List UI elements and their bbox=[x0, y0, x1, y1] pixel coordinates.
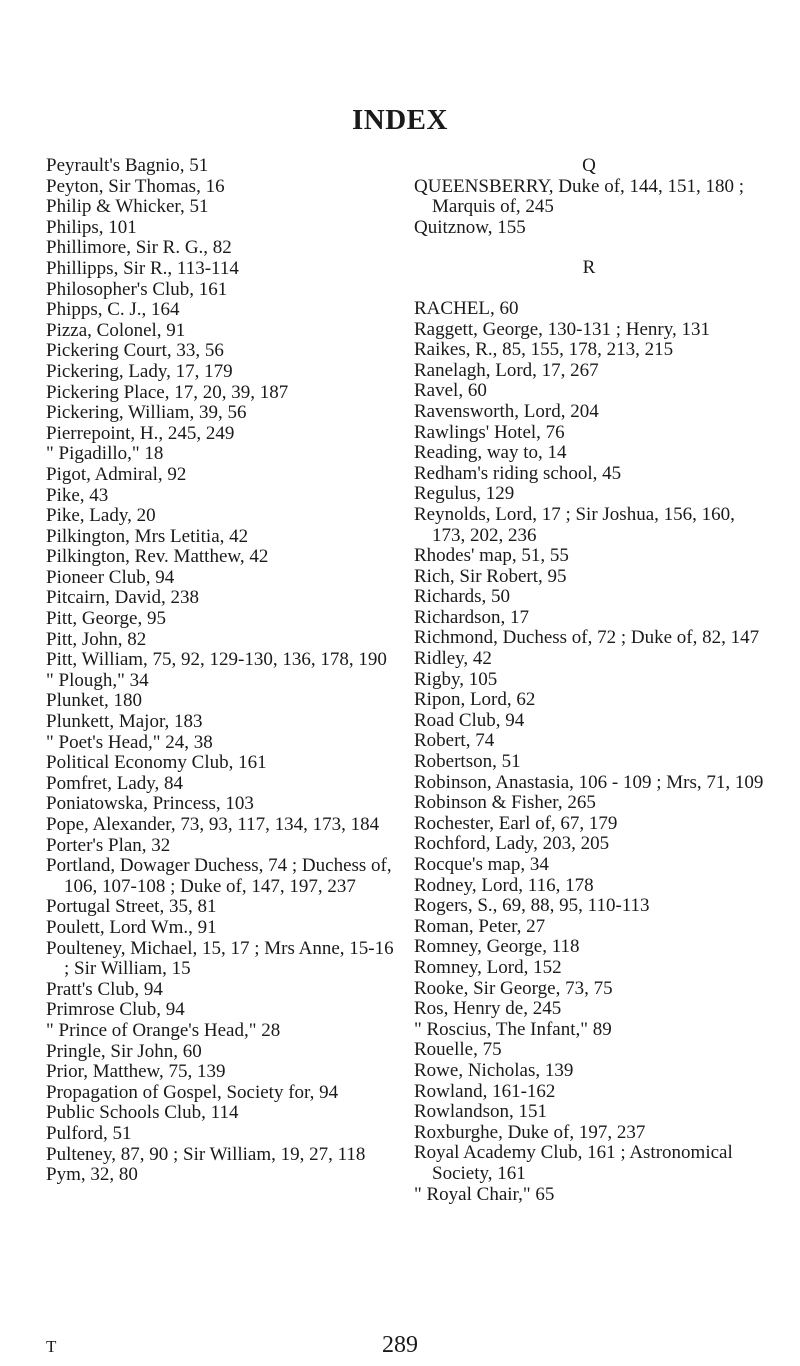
index-entry: Pickering Place, 17, 20, 39, 187 bbox=[46, 381, 289, 403]
index-entry: Pizza, Colonel, 91 bbox=[46, 319, 186, 341]
index-entry: Raggett, George, 130-131 ; Henry, 131 bbox=[414, 318, 711, 340]
index-entry: Rodney, Lord, 116, 178 bbox=[414, 874, 594, 896]
index-entry: Romney, George, 118 bbox=[414, 936, 580, 958]
index-entry: Rigby, 105 bbox=[414, 668, 498, 690]
index-entry: " Poet's Head," 24, 38 bbox=[46, 731, 213, 753]
index-entry: Rochester, Earl of, 67, 179 bbox=[414, 812, 618, 834]
index-entry: Pitcairn, David, 238 bbox=[46, 587, 200, 609]
index-column-left bbox=[46, 156, 398, 1186]
index-entry: Pigot, Admiral, 92 bbox=[46, 463, 187, 485]
index-entry: Pitt, William, 75, 92, 129-130, 136, 178, 190 bbox=[46, 649, 387, 671]
index-entry: Richards, 50 bbox=[414, 586, 511, 608]
index-entry: Ravensworth, Lord, 204 bbox=[414, 400, 599, 422]
index-entry: Pickering, William, 39, 56 bbox=[46, 402, 247, 424]
index-entry: Poniatowska, Princess, 103 bbox=[46, 793, 254, 815]
r-entries bbox=[414, 299, 764, 1205]
index-entry: " Plough," 34 bbox=[46, 669, 149, 691]
index-entry: Peyton, Sir Thomas, 16 bbox=[46, 175, 225, 197]
index-entry: Pike, 43 bbox=[46, 484, 109, 506]
index-entry: Roman, Peter, 27 bbox=[414, 915, 546, 937]
index-entry: Ros, Henry de, 245 bbox=[414, 998, 562, 1020]
index-entry: Romney, Lord, 152 bbox=[414, 956, 562, 978]
index-entry: Pomfret, Lady, 84 bbox=[46, 772, 184, 794]
index-entry: Rooke, Sir George, 73, 75 bbox=[414, 977, 613, 999]
index-entry: Pitt, George, 95 bbox=[46, 608, 166, 630]
index-entry: Pratt's Club, 94 bbox=[46, 978, 163, 1000]
index-entry: Rocque's map, 34 bbox=[414, 854, 549, 875]
index-entry: Rhodes' map, 51, 55 bbox=[414, 545, 569, 567]
index-entry: Propagation of Gospel, Society for, 94 bbox=[46, 1081, 339, 1103]
index-entry: Royal Academy Club, 161 ; Astronomical Society, 161 bbox=[414, 1142, 733, 1184]
index-entry: Pulteney, 87, 90 ; Sir William, 19, 27, 118 bbox=[46, 1143, 366, 1165]
index-entry: Pickering, Lady, 17, 179 bbox=[46, 360, 233, 382]
index-entry: Portland, Dowager Duchess, 74 ; Duchess of, 106, 107-108 ; Duke of, 147, 197, 237 bbox=[46, 855, 392, 897]
index-entry: Pierrepoint, H., 245, 249 bbox=[46, 422, 235, 444]
index-entry: Rowe, Nicholas, 139 bbox=[414, 1059, 574, 1081]
signature-mark: T bbox=[46, 1337, 57, 1356]
index-entry: Rochford, Lady, 203, 205 bbox=[414, 833, 610, 855]
index-entry: Pilkington, Mrs Letitia, 42 bbox=[46, 525, 249, 547]
index-entry: Ridley, 42 bbox=[414, 648, 492, 670]
index-entry: Pitt, John, 82 bbox=[46, 628, 147, 650]
page-number: 289 bbox=[382, 1332, 418, 1358]
index-entry: Pilkington, Rev. Matthew, 42 bbox=[46, 546, 269, 568]
index-entry: Regulus, 129 bbox=[414, 483, 515, 505]
index-entry: Roxburghe, Duke of, 197, 237 bbox=[414, 1121, 646, 1143]
index-entry: Pope, Alexander, 73, 93, 117, 134, 173, 184 bbox=[46, 814, 380, 835]
index-entry: RACHEL, 60 bbox=[414, 297, 519, 319]
index-entry: Porter's Plan, 32 bbox=[46, 834, 171, 856]
index-entry: Primrose Club, 94 bbox=[46, 999, 185, 1021]
page-title: INDEX bbox=[352, 104, 448, 136]
index-entry: Quitznow, 155 bbox=[414, 216, 526, 238]
index-entry: Rich, Sir Robert, 95 bbox=[414, 565, 567, 587]
index-entry: Ripon, Lord, 62 bbox=[414, 689, 536, 711]
section-letter-r: R bbox=[582, 257, 596, 279]
index-entry: Ranelagh, Lord, 17, 267 bbox=[414, 359, 599, 381]
section-letter-q: Q bbox=[582, 155, 596, 176]
index-entry: Robert, 74 bbox=[414, 730, 495, 752]
index-column-right bbox=[414, 156, 764, 1205]
index-entry: Ravel, 60 bbox=[414, 380, 487, 402]
index-entry: Phipps, C. J., 164 bbox=[46, 299, 180, 321]
index-entry: Pringle, Sir John, 60 bbox=[46, 1040, 202, 1062]
index-entry: " Royal Chair," 65 bbox=[414, 1183, 555, 1205]
index-entry: Prior, Matthew, 75, 139 bbox=[46, 1061, 226, 1083]
index-entry: Robertson, 51 bbox=[414, 751, 521, 773]
index-entry: QUEENSBERRY, Duke of, 144, 151, 180 ; Marquis of, 245 bbox=[414, 175, 745, 218]
index-entry: Reynolds, Lord, 17 ; Sir Joshua, 156, 160, 173, 202, 236 bbox=[414, 503, 735, 546]
index-entry: " Pigadillo," 18 bbox=[46, 443, 164, 465]
index-entry: Peyrault's Bagnio, 51 bbox=[46, 155, 209, 176]
index-entry: Pike, Lady, 20 bbox=[46, 505, 156, 527]
index-entry: Robinson & Fisher, 265 bbox=[414, 792, 596, 814]
index-entry: Rouelle, 75 bbox=[414, 1039, 502, 1061]
index-entry: Phillimore, Sir R. G., 82 bbox=[46, 237, 232, 259]
index-entry: Rowlandson, 151 bbox=[414, 1101, 547, 1123]
index-entry: Philips, 101 bbox=[46, 216, 137, 238]
index-entry: Plunket, 180 bbox=[46, 690, 143, 712]
index-entry: Road Club, 94 bbox=[414, 709, 525, 731]
index-entry: Pioneer Club, 94 bbox=[46, 566, 175, 588]
index-entry: Phillipps, Sir R., 113-114 bbox=[46, 257, 239, 279]
index-entry: Robinson, Anastasia, 106 - 109 ; Mrs, 71, 109 bbox=[414, 771, 764, 793]
index-entry: Philip & Whicker, 51 bbox=[46, 196, 209, 218]
index-entry: Rogers, S., 69, 88, 95, 110-113 bbox=[414, 895, 650, 917]
index-entry: Pulford, 51 bbox=[46, 1122, 132, 1144]
index-entry: Political Economy Club, 161 bbox=[46, 752, 267, 774]
index-entry: Plunkett, Major, 183 bbox=[46, 711, 203, 733]
index-entry: Rowland, 161-162 bbox=[414, 1080, 556, 1102]
index-entry: Rawlings' Hotel, 76 bbox=[414, 421, 565, 443]
index-entry: Poulett, Lord Wm., 91 bbox=[46, 916, 217, 938]
index-entry: Raikes, R., 85, 155, 178, 213, 215 bbox=[414, 339, 674, 361]
index-entry: Public Schools Club, 114 bbox=[46, 1102, 239, 1124]
index-entry: Poulteney, Michael, 15, 17 ; Mrs Anne, 15-16 ; Sir William, 15 bbox=[46, 937, 394, 980]
index-entry: Pickering Court, 33, 56 bbox=[46, 340, 224, 362]
index-entry: " Roscius, The Infant," 89 bbox=[414, 1018, 612, 1040]
index-entry: " Prince of Orange's Head," 28 bbox=[46, 1019, 281, 1041]
index-entry: Reading, way to, 14 bbox=[414, 442, 567, 464]
q-entries bbox=[414, 177, 764, 239]
index-entry: Pym, 32, 80 bbox=[46, 1164, 138, 1186]
index-entry: Portugal Street, 35, 81 bbox=[46, 896, 217, 918]
index-entry: Redham's riding school, 45 bbox=[414, 462, 622, 484]
index-entry: Philosopher's Club, 161 bbox=[46, 278, 228, 300]
index-entry: Richardson, 17 bbox=[414, 606, 530, 628]
index-entry: Richmond, Duchess of, 72 ; Duke of, 82, 147 bbox=[414, 627, 760, 649]
